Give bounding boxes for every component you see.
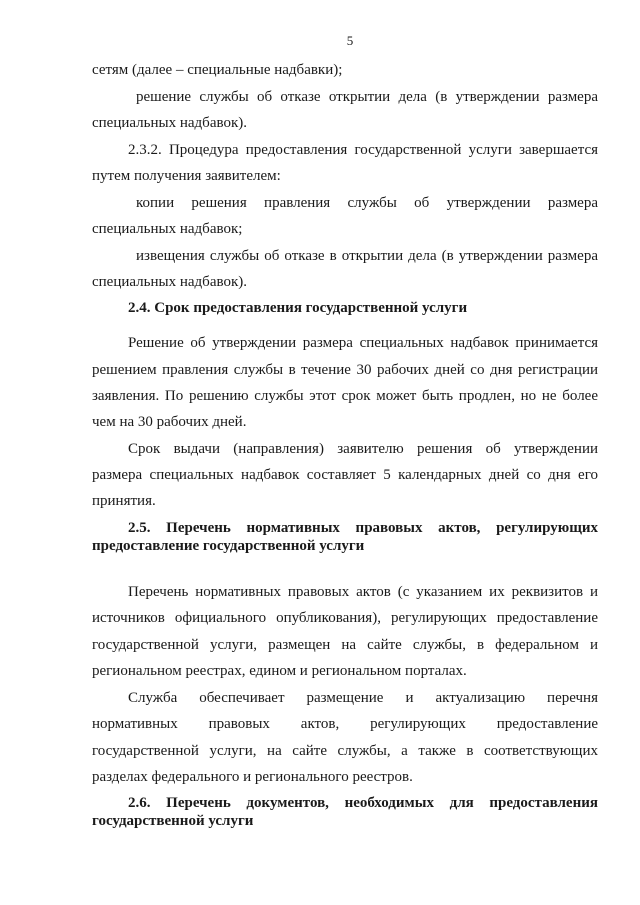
text-line: извещения службы об отказе в открытии дела (в утверждении размера [136,248,598,264]
text-line: Перечень нормативных правовых актов (с указанием их реквизитов и [128,584,598,600]
text-line: специальных надбавок; [92,221,243,237]
text-line: чем на 30 рабочих дней. [92,414,247,430]
text-line: Решение об утверждении размера специальных надбавок принимается [128,335,598,351]
text-line: специальных надбавок). [92,274,247,290]
text-line: копии решения правления службы об утверждении размера [136,195,598,211]
text-line: 2.3.2. Процедура предоставления государственной услуги завершается [128,142,598,158]
text-line: принятия. [92,493,156,509]
text-line: размера специальных надбавок составляет 5 календарных дней со дня его [92,467,598,483]
section-heading-2-4: 2.4. Срок предоставления государственной услуги [128,300,468,316]
text-line: региональном реестрах, едином и региональном порталах. [92,663,467,679]
text-line: заявления. По решению службы этот срок может быть продлен, но не более [92,388,598,404]
text-line: нормативных правовых актов, регулирующих предоставление [92,716,598,732]
page-number: 5 [346,33,354,48]
text-line: разделах федерального и регионального реестров. [92,769,413,785]
text-line: решением правления службы в течение 30 рабочих дней со дня регистрации [92,362,598,378]
text-line: решение службы об отказе открытии дела (в утверждении размера [136,89,598,105]
text-line: специальных надбавок). [92,115,247,131]
text-line: Срок выдачи (направления) заявителю решения об утверждении [128,441,598,457]
section-heading-2-5: 2.5. Перечень нормативных правовых актов, регулирующих [128,520,598,536]
section-heading-2-6-cont: государственной услуги [92,813,254,829]
section-heading-2-6: 2.6. Перечень документов, необходимых для предоставления [128,795,598,811]
text-line: государственной услуги, размещен на сайте службы, в федеральном и [92,637,598,653]
text-line: источников официального опубликования), регулирующих предоставление [92,610,598,626]
text-line: Служба обеспечивает размещение и актуализацию перечня [128,690,598,706]
section-heading-2-5-cont: предоставление государственной услуги [92,538,365,554]
text-line: сетям (далее – специальные надбавки); [92,62,343,78]
text-line: государственной услуги, на сайте службы, а также в соответствующих [92,743,598,759]
text-line: путем получения заявителем: [92,168,281,184]
